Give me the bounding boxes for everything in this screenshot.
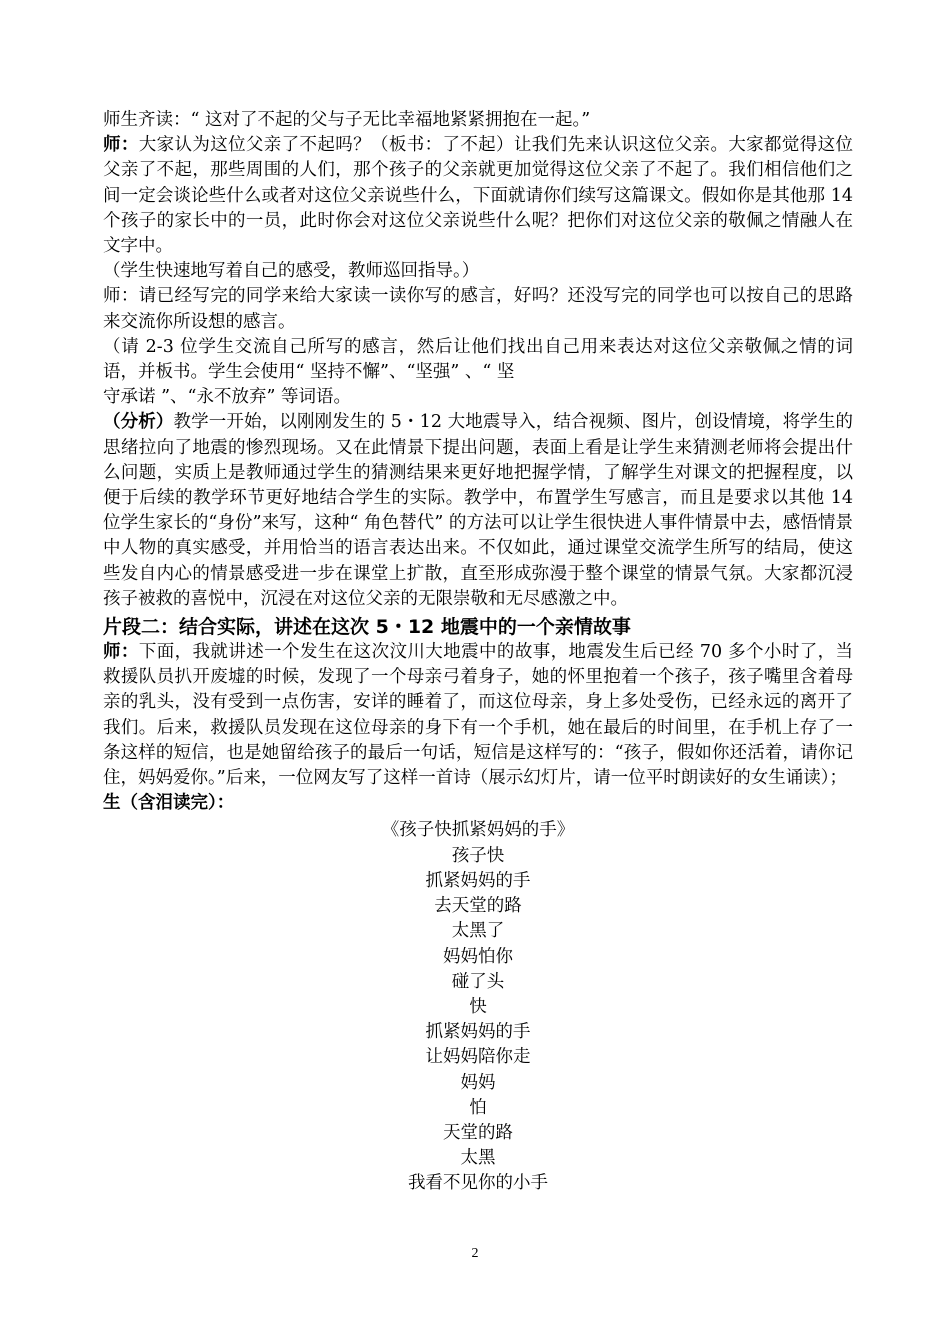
poem-line: 让妈妈陪你走 [425, 1047, 531, 1068]
analysis-label: （分析） [103, 412, 174, 433]
paragraph-analysis [103, 410, 853, 612]
paragraph-teacher-story [103, 640, 853, 791]
poem-line: 妈妈 [460, 1072, 496, 1093]
paragraph-text: 教学一开始，以刚刚发生的 5・12 大地震导入，结合视频、图片，创设情境，将学生的思绪拉向了地震的惨烈现场。又在此情景下提出问题，表面上看是让学生来猜测老师将会提出什么问题，实质上是教师通过学生的猜测结果来更好地把握学情，了解学生对课文的把握程度，以便于后续的教学环节更好地结合学生的实际。教学中，布置学生写感言，而且是要求以其他 14 位学生家长的“身份”来写，这种“ 角色替代” 的方法可以让学生很快进人事件情景中去，感悟情景中人物的真实感受，并用恰当的语言表达出来。不仅如此，通过课堂交流学生所写的结局，使这些发自内心的情景感受进一步在课堂上扩散，直至形成弥漫于整个课堂的情景气氛。大家都沉浸孩子被救的喜悦中，沉浸在对这位父亲的无限崇敬和无尽感激之中。 [103, 412, 854, 609]
paragraph-student-exchange [103, 335, 853, 385]
paragraph-teacher-intro [103, 133, 853, 259]
paragraph-text: 师：请已经写完的同学来给大家读一读你写的感言，好吗？还没写完的同学也可以按自己的思路来交流你所设想的感言。 [103, 286, 853, 332]
paragraph-stage-note [103, 259, 853, 284]
paragraph-text: 下面，我就讲述一个发生在这次汶川大地震中的故事，地震发生后已经 70 多个小时了，当救援队员扒开废墟的时候，发现了一个母亲弓着身子，她的怀里抱着一个孩子，孩子嘴里含着母亲的乳头，没有受到一点伤害，安详的睡着了，而这位母亲，身上多处受伤，已经永远的离开了我们。后来，救援队员发现在这位母亲的身下有一个手机，她在最后的时间里，在手机上存了一条这样的短信，也是她留给孩子的最后一句话，短信是这样写的：“孩子，假如你还活着，请你记住，妈妈爱你。”后来，一位网友写了这样一首诗（展示幻灯片，请一位平时朗读好的女生诵读）； [103, 642, 854, 789]
poem-line: 抓紧妈妈的手 [425, 870, 531, 891]
poem-line: 太黑 [460, 1148, 496, 1169]
speaker-label: 师： [103, 642, 139, 663]
speaker-label: 师： [103, 135, 139, 156]
speaker-label: 生（含泪读完）： [103, 793, 235, 814]
poem-line: 太黑了 [451, 921, 505, 942]
paragraph-chorus [103, 108, 853, 133]
poem-line: 怕 [469, 1097, 487, 1118]
poem-line: 我看不见你的小手 [408, 1173, 548, 1194]
document-body [103, 108, 853, 1197]
paragraph-text: 师生齐读：“ 这对了不起的父与子无比幸福地紧紧拥抱在一起。” [103, 110, 591, 130]
paragraph-text: （请 2-3 位学生交流自己所写的感言，然后让他们找出自己用来表达对这位父亲敬佩之情的词语，并板书。学生会使用“ 坚持不懈”、“坚强” 、“ 坚 [103, 336, 853, 383]
poem-title: 《孩子快抓紧妈妈的手》 [381, 820, 575, 841]
poem-line: 孩子快 [451, 845, 505, 866]
paragraph-text: 大家认为这位父亲了不起吗？（板书：了不起）让我们先来认识这位父亲。大家都觉得这位父亲了不起，那些周围的人们，那个孩子的父亲就更加觉得这位父亲了不起了。我们相信他们之间一定会谈论些什么或者对这位父亲说些什么，下面就请你们续写这篇课文。假如你是其他那 14 个孩子的家长中的一员，此时你会对这位父亲说些什么呢？把你们对这位父亲的敬佩之情融人在文字中。 [103, 135, 853, 257]
poem-line: 去天堂的路 [434, 896, 522, 917]
paragraph-text: （学生快速地写着自己的感受，教师巡回指导。） [103, 261, 480, 282]
poem-line: 抓紧妈妈的手 [425, 1022, 531, 1043]
poem-line: 快 [469, 996, 487, 1017]
poem-line: 妈妈怕你 [443, 946, 513, 967]
poem-line: 天堂的路 [443, 1122, 513, 1143]
page-number: 2 [471, 1246, 479, 1261]
paragraph-teacher-prompt [103, 284, 853, 334]
poem [103, 818, 853, 1196]
paragraph-student-exchange-cont [103, 385, 853, 410]
paragraph-text: 守承诺 ”、“永不放弃” 等词语。 [103, 387, 351, 408]
poem-line: 碰了头 [451, 971, 505, 992]
paragraph-student-reads [103, 791, 853, 816]
section-heading: 片段二：结合实际，讲述在这次 5・12 地震中的一个亲情故事 [103, 616, 631, 639]
